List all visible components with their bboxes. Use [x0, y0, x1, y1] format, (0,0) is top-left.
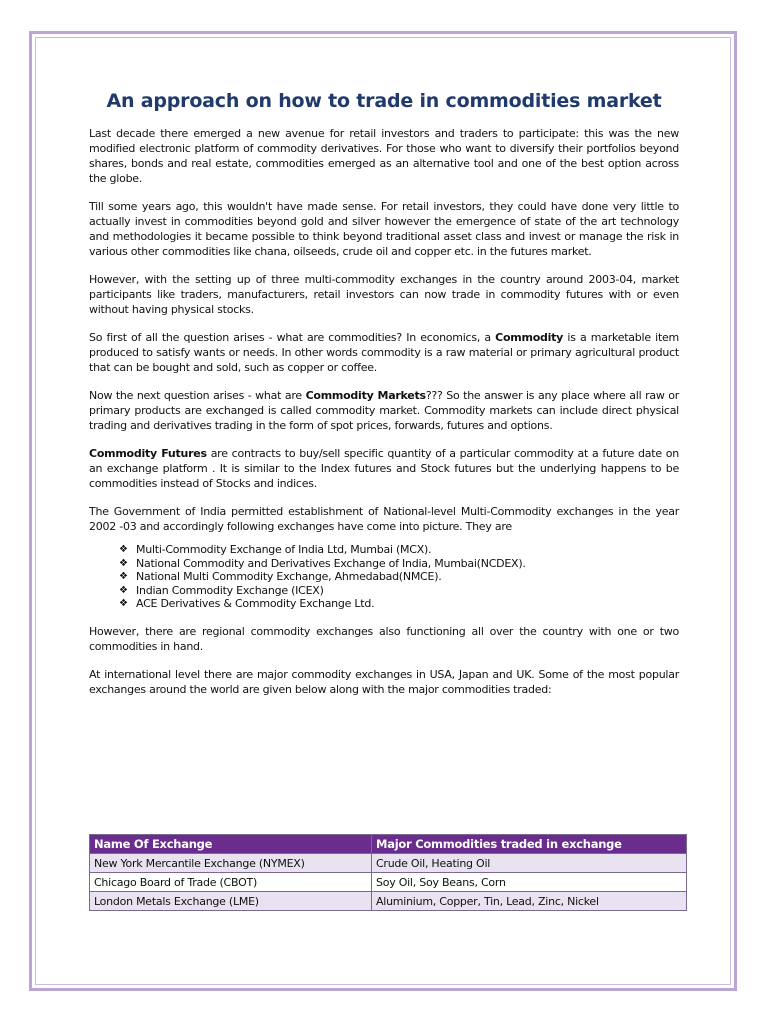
paragraph-history: Till some years ago, this wouldn't have made sense. For retail investors, they could have done very little to actually invest in commodities beyond gold and silver however the emergence of state of the art technology and methodologies it became possible to think beyond traditional asset class and invest or manage the risk in various other commodities like chana, oilseeds, crude oil and copper etc. in the futures market.: [89, 200, 679, 258]
list-item: [119, 584, 679, 598]
bold-term-commodity: Commodity: [495, 331, 564, 344]
text-segment: ??? So the answer is any place where all raw or primary products are exchanged is called commodity market. Commodity markets can include direct physical trading and derivatives trading in the form of spot prices, forwards, futures and options.: [89, 389, 680, 432]
paragraph-commodity-futures: [89, 446, 679, 491]
document-title: An approach on how to trade in commodities market: [106, 90, 662, 112]
exchange-list: [89, 543, 679, 611]
list-item-text: Indian Commodity Exchange (ICEX): [136, 583, 324, 597]
list-item-text: Multi-Commodity Exchange of India Ltd, Mumbai (MCX).: [136, 543, 432, 556]
list-item: [119, 557, 679, 571]
table-cell-exchange: Chicago Board of Trade (CBOT): [90, 873, 372, 892]
list-item: [119, 570, 679, 584]
bold-term-commodity-markets: Commodity Markets: [305, 389, 426, 402]
paragraph-regional: However, there are regional commodity exchanges also functioning all over the country with one or two commodities in hand.: [89, 624, 679, 653]
table-row: [90, 854, 687, 873]
text-segment: is a marketable item produced to satisfy wants or needs. In other words commodity is a raw material or primary agricultural product that can be bought and sold, such as copper or coffee.: [89, 331, 679, 374]
table-row: [90, 892, 687, 911]
diamond-bullet-icon: ❖: [119, 544, 128, 555]
table-cell-commodities: Soy Oil, Soy Beans, Corn: [372, 873, 687, 892]
list-item: [119, 543, 679, 557]
paragraph-exchanges-setup: However, with the setting up of three multi-commodity exchanges in the country around 2003-04, market participants like traders, manufacturers, retail investors can now trade in commodity futures with or even without having physical stocks.: [89, 273, 679, 316]
paragraph-intro: Last decade there emerged a new avenue for retail investors and traders to participate: this was the new modified electronic platform of commodity derivatives. For those who want to diversify their portfolios beyond shares, bonds and real estate, commodities emerged as an alternative tool and one of the best option across the globe.: [89, 127, 679, 185]
text-segment: are contracts to buy/sell specific quantity of a particular commodity at a future date on an exchange platform . It is similar to the Index futures and Stock futures but the underlying happens to be commodities instead of Stocks and indices.: [89, 447, 679, 490]
table-header-row: [90, 835, 687, 854]
table-cell-exchange: London Metals Exchange (LME): [90, 892, 372, 911]
paragraph-international: At international level there are major commodity exchanges in USA, Japan and UK. Some of the most popular exchanges around the world are given below along with the major commodities traded:: [89, 667, 679, 696]
list-item-text: ACE Derivatives & Commodity Exchange Ltd.: [136, 597, 375, 610]
table-row: [90, 873, 687, 892]
paragraph-what-are-commodities: [89, 330, 679, 375]
text-segment: So first of all the question arises - what are commodities? In economics, a: [89, 331, 496, 344]
column-header-commodities: Major Commodities traded in exchange: [372, 835, 687, 854]
paragraph-government: The Government of India permitted establishment of National-level Multi-Commodity exchanges in the year 2002 -03 and accordingly following exchanges have come into picture. They are: [89, 505, 679, 533]
exchange-table: [89, 834, 687, 911]
list-item-text: National Commodity and Derivatives Exchange of India, Mumbai(NCDEX).: [136, 556, 526, 570]
list-item: [119, 597, 679, 611]
column-header-exchange: Name Of Exchange: [90, 835, 372, 854]
text-segment: Now the next question arises - what are: [89, 389, 306, 402]
document-body: [89, 90, 679, 710]
diamond-bullet-icon: ❖: [119, 584, 128, 596]
table-cell-exchange: New York Mercantile Exchange (NYMEX): [90, 854, 372, 873]
table-cell-commodities: Crude Oil, Heating Oil: [372, 854, 687, 873]
diamond-bullet-icon: ❖: [119, 598, 128, 609]
diamond-bullet-icon: ❖: [119, 557, 128, 569]
list-item-text: National Multi Commodity Exchange, Ahmedabad(NMCE).: [136, 570, 442, 583]
bold-term-commodity-futures: Commodity Futures: [89, 447, 207, 460]
table-cell-commodities: Aluminium, Copper, Tin, Lead, Zinc, Nickel: [372, 892, 687, 911]
paragraph-commodity-markets: [89, 388, 679, 433]
diamond-bullet-icon: ❖: [119, 571, 128, 582]
